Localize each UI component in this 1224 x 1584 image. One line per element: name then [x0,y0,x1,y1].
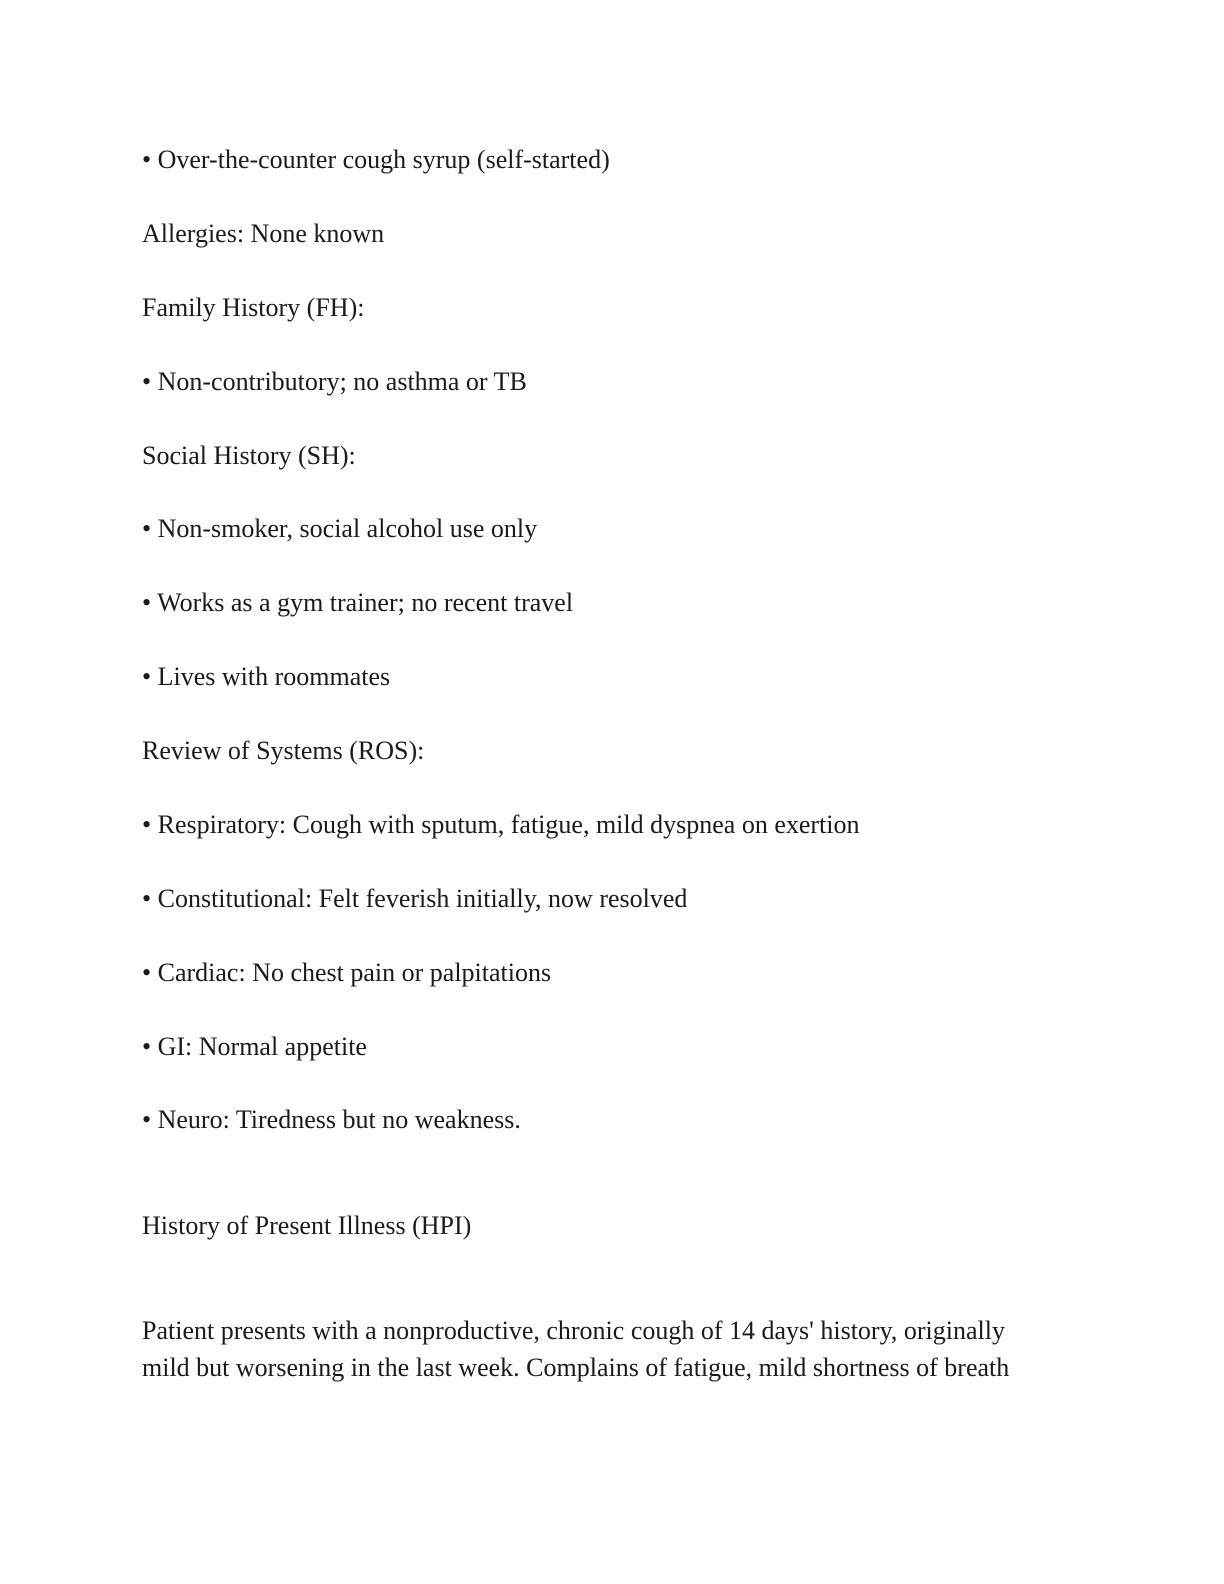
ros-item: • Constitutional: Felt feverish initially, now resolved [142,884,688,913]
medication-item: • Over-the-counter cough syrup (self-started) [142,145,610,174]
social-history-item: • Works as a gym trainer; no recent travel [142,588,574,617]
hpi-paragraph-line: Patient presents with a nonproductive, chronic cough of 14 days' history, originally [142,1316,1005,1345]
allergies-line: Allergies: None known [142,219,385,248]
social-history-item: • Non-smoker, social alcohol use only [142,514,538,543]
social-history-heading: Social History (SH): [142,441,356,470]
ros-item: • GI: Normal appetite [142,1032,367,1061]
ros-item: • Cardiac: No chest pain or palpitations [142,958,552,987]
hpi-heading: History of Present Illness (HPI) [142,1211,472,1240]
social-history-item: • Lives with roommates [142,662,391,691]
family-history-heading: Family History (FH): [142,293,365,322]
ros-heading: Review of Systems (ROS): [142,736,425,765]
ros-item: • Respiratory: Cough with sputum, fatigue, mild dyspnea on exertion [142,810,860,839]
hpi-paragraph-line: mild but worsening in the last week. Complains of fatigue, mild shortness of breath [142,1353,1010,1382]
family-history-item: • Non-contributory; no asthma or TB [142,367,527,396]
ros-item: • Neuro: Tiredness but no weakness. [142,1105,521,1134]
